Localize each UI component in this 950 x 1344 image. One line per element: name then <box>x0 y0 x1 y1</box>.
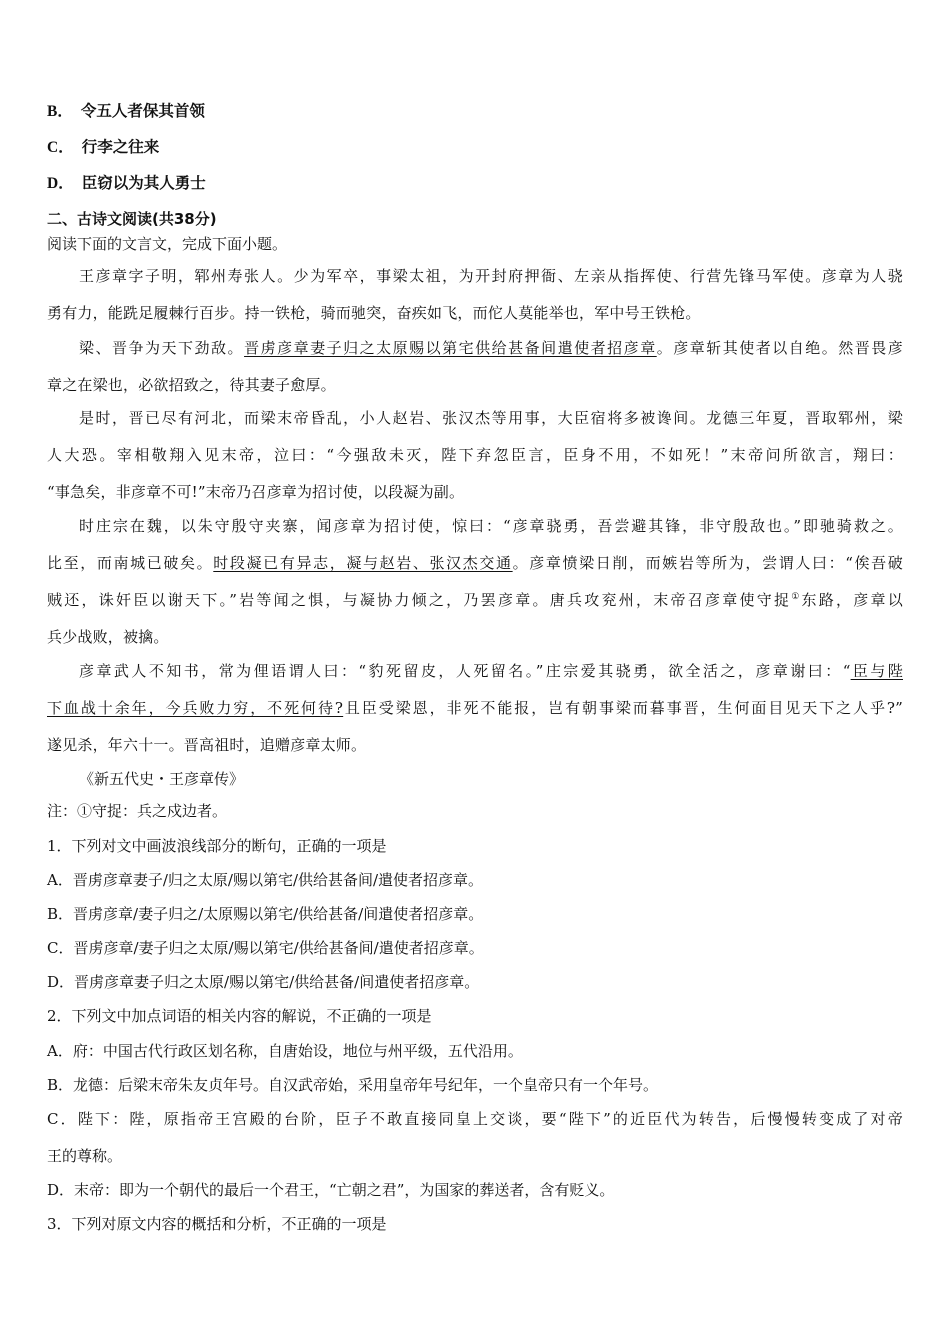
question-1-option-a[interactable]: A．晋虏彦章妻子/归之太原/赐以第宅/供给甚备间/遣使者招彦章。 <box>47 871 484 889</box>
question-2-option-b[interactable]: B．龙德：后梁末帝朱友贞年号。自汉武帝始，采用皇帝年号纪年，一个皇帝只有一个年号。 <box>47 1076 659 1094</box>
passage-line: “事急矣，非彦章不可!”末帝乃召彦章为招讨使，以段凝为副。 <box>47 483 465 501</box>
passage-line: 人大恐。宰相敬翔入见末帝，泣曰：“今强敌未灭，陛下弃忽臣言，臣身不用，不如死！”末帝问所欲言，翔曰： <box>47 446 903 464</box>
passage-line: 彦章武人不知书，常为俚语谓人曰：“豹死留皮，人死留名。”庄宗爱其骁勇，欲全活之，彦章谢曰：“臣与陛 <box>79 662 903 680</box>
passage-line: 下血战十余年，今兵败力穷，不死何待?且臣受梁恩，非死不能报，岂有朝事梁而暮事晋，生何面目见天下之人乎?” <box>47 699 903 717</box>
question-2-option-d[interactable]: D．末帝：即为一个朝代的最后一个君王，“亡朝之君”，为国家的葬送者，含有贬义。 <box>47 1181 615 1199</box>
passage-line: 梁、晋争为天下劲敌。晋虏彦章妻子归之太原赐以第宅供给甚备间遣使者招彦章。彦章斩其使者以自绝。然晋畏彦 <box>79 339 903 357</box>
footnote-marker: ① <box>791 592 802 602</box>
option-d[interactable]: D． 臣窃以为其人勇士 <box>47 174 206 192</box>
passage-line: 比至，而南城已破矣。时段凝已有异志，凝与赵岩、张汉杰交通。彦章愤梁日削，而嫉岩等所为，尝谓人曰：“俟吾破 <box>47 554 903 572</box>
footnote: 注：①守捉：兵之戍边者。 <box>47 802 228 820</box>
passage-line: 贼还，诛奸臣以谢天下。”岩等闻之惧，与凝协力倾之，乃罢彦章。唐兵攻兖州，末帝召彦章使守捉①东路，彦章以 <box>47 591 903 609</box>
section-instruction: 阅读下面的文言文，完成下面小题。 <box>47 235 288 253</box>
question-1-option-c[interactable]: C．晋虏彦章/妻子归之太原/赐以第宅/供给甚备间/遣使者招彦章。 <box>47 939 484 957</box>
underlined-text: 臣与陛 <box>850 662 903 680</box>
underlined-text: 时段凝已有异志，凝与赵岩、张汉杰交通 <box>213 554 513 572</box>
underlined-text: 下血战十余年，今兵败力穷，不死何待? <box>47 699 344 717</box>
passage-line: 遂见杀，年六十一。晋高祖时，追赠彦章太师。 <box>47 736 367 754</box>
question-2-option-c[interactable]: C．陛下：陛，原指帝王宫殿的台阶，臣子不敢直接同皇上交谈，要“陛下”的近臣代为转告，后慢慢转变成了对帝 <box>47 1110 903 1128</box>
question-2-option-c-cont[interactable]: 王的尊称。 <box>47 1147 123 1165</box>
question-2-option-a[interactable]: A．府：中国古代行政区划名称，自唐始设，地位与州平级，五代沿用。 <box>47 1042 523 1060</box>
passage-line: 章之在梁也，必欲招致之，待其妻子愈厚。 <box>47 376 336 394</box>
section-heading: 二、古诗文阅读(共38分) <box>47 210 217 228</box>
passage-line: 是时，晋已尽有河北，而梁末帝昏乱，小人赵岩、张汉杰等用事，大臣宿将多被谗间。龙德三年夏，晋取郓州，梁 <box>79 409 903 427</box>
question-1-option-b[interactable]: B．晋虏彦章/妻子归之/太原赐以第宅/供给甚备/间遣使者招彦章。 <box>47 905 484 923</box>
passage-source: 《新五代史・王彦章传》 <box>79 770 245 788</box>
option-c[interactable]: C． 行李之往来 <box>47 138 160 156</box>
option-b[interactable]: B． 令五人者保其首领 <box>47 102 205 120</box>
question-1-stem: 1．下列对文中画波浪线部分的断句，正确的一项是 <box>47 837 387 855</box>
wavy-underlined-text: 晋虏彦章妻子归之太原赐以第宅供给甚备间遣使者招彦章 <box>244 339 657 357</box>
question-2-stem: 2．下列文中加点词语的相关内容的解说，不正确的一项是 <box>47 1007 432 1025</box>
passage-line: 兵少战败，被擒。 <box>47 628 169 646</box>
passage-line: 勇有力，能跣足履棘行百步。持一铁枪，骑而驰突，奋疾如飞，而佗人莫能举也，军中号王铁枪。 <box>47 304 701 322</box>
question-3-stem: 3．下列对原文内容的概括和分析，不正确的一项是 <box>47 1215 387 1233</box>
passage-line: 王彦章字子明，郓州寿张人。少为军卒，事梁太祖，为开封府押衙、左亲从指挥使、行营先锋马军使。彦章为人骁 <box>79 267 903 285</box>
passage-line: 时庄宗在魏，以朱守殷守夹寨，闻彦章为招讨使，惊曰：“彦章骁勇，吾尝避其锋，非守殷敌也。”即驰骑救之。 <box>79 517 903 535</box>
question-1-option-d[interactable]: D．晋虏彦章妻子归之太原/赐以第宅/供给甚备/间遣使者招彦章。 <box>47 973 480 991</box>
